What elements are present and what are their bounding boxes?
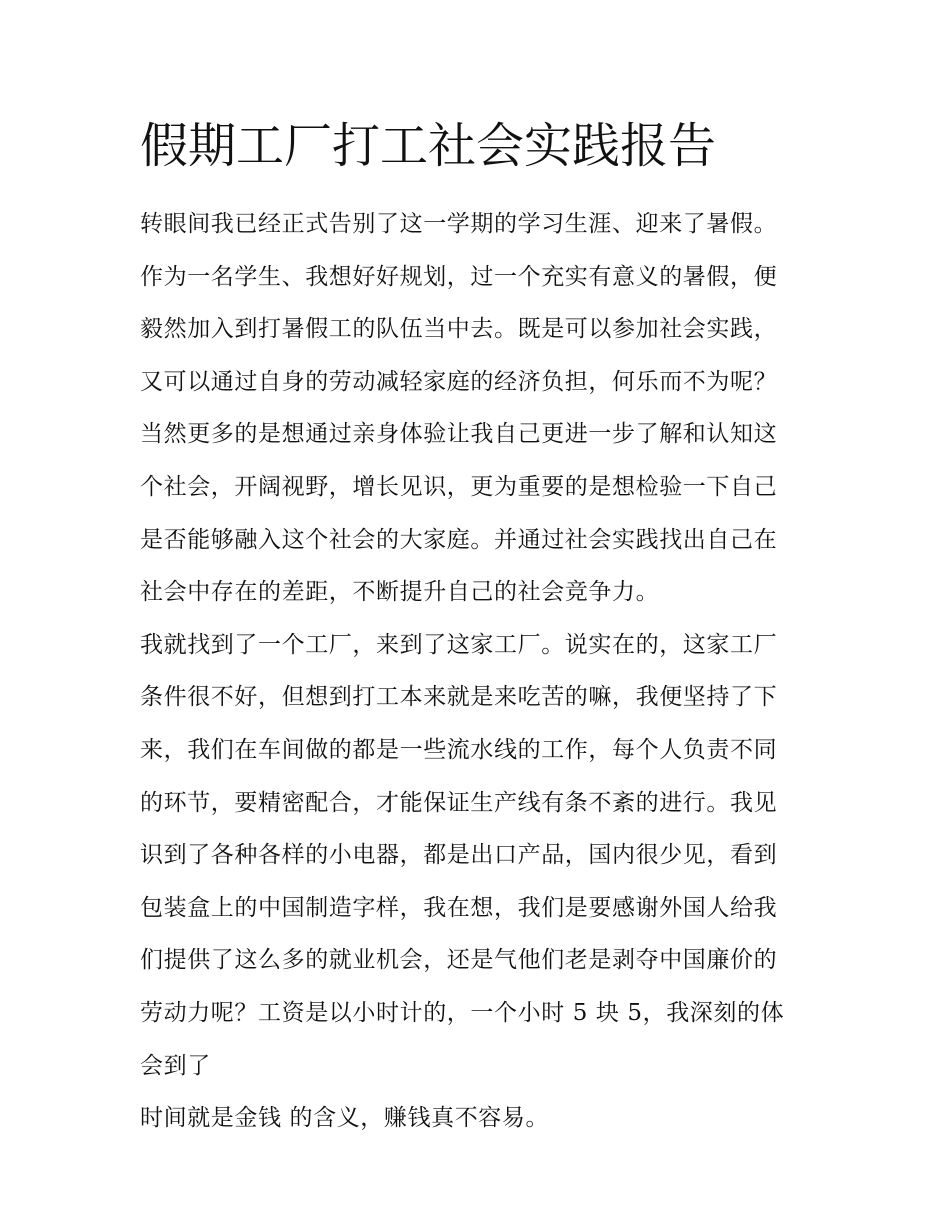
paragraph-line: 条件很不好，但想到打工本来就是来吃苦的嘛，我便坚持了下: [140, 684, 778, 711]
paragraph-line: 是否能够融入这个社会的大家庭。并通过社会实践找出自己在: [140, 526, 778, 553]
paragraph-line: 作为一名学生、我想好好规划，过一个充实有意义的暑假，便: [140, 263, 778, 290]
paragraph-1: [140, 198, 820, 619]
paragraph-line: 识到了各种各样的小电器，都是出口产品，国内很少见，看到: [140, 842, 778, 869]
paragraph-line: 包装盒上的中国制造字样，我在想，我们是要感谢外国人给我: [140, 894, 778, 921]
paragraph-line: 当然更多的是想通过亲身体验让我自己更进一步了解和认知这: [140, 421, 778, 448]
paragraph-2: [140, 619, 820, 1092]
paragraph-line: 来，我们在车间做的都是一些流水线的工作，每个人负责不同: [140, 736, 778, 763]
paragraph-line: 转眼间我已经正式告别了这一学期的学习生涯、迎来了暑假。: [140, 211, 778, 237]
paragraph-3: [140, 1092, 820, 1145]
paragraph-line: 们提供了这么多的就业机会，还是气他们老是剥夺中国廉价的: [140, 947, 778, 974]
paragraph-line: 我就找到了一个工厂，来到了这家工厂。说实在的，这家工厂: [140, 631, 778, 658]
paragraph-line: 社会中存在的差距，不断提升自己的社会竞争力。: [140, 579, 660, 606]
paragraph-line: 个社会，开阔视野，增长见识，更为重要的是想检验一下自己: [140, 473, 778, 500]
paragraph-line: 会到了: [140, 1052, 211, 1079]
paragraph-line: 又可以通过自身的劳动减轻家庭的经济负担，何乐而不为呢？: [140, 368, 778, 395]
paragraph-line: 劳动力呢？工资是以小时计的，一个小时 5 块 5，我深刻的体: [140, 999, 785, 1026]
document-title: 假期工厂打工社会实践报告: [140, 118, 717, 174]
paragraph-line: 的环节，要精密配合，才能保证生产线有条不紊的进行。我见: [140, 789, 778, 816]
document-body: [140, 198, 820, 1145]
paragraph-line: 毅然加入到打暑假工的队伍当中去。既是可以参加社会实践，: [140, 316, 778, 343]
paragraph-line: 时间就是金钱 的含义，赚钱真不容易。: [140, 1105, 550, 1132]
